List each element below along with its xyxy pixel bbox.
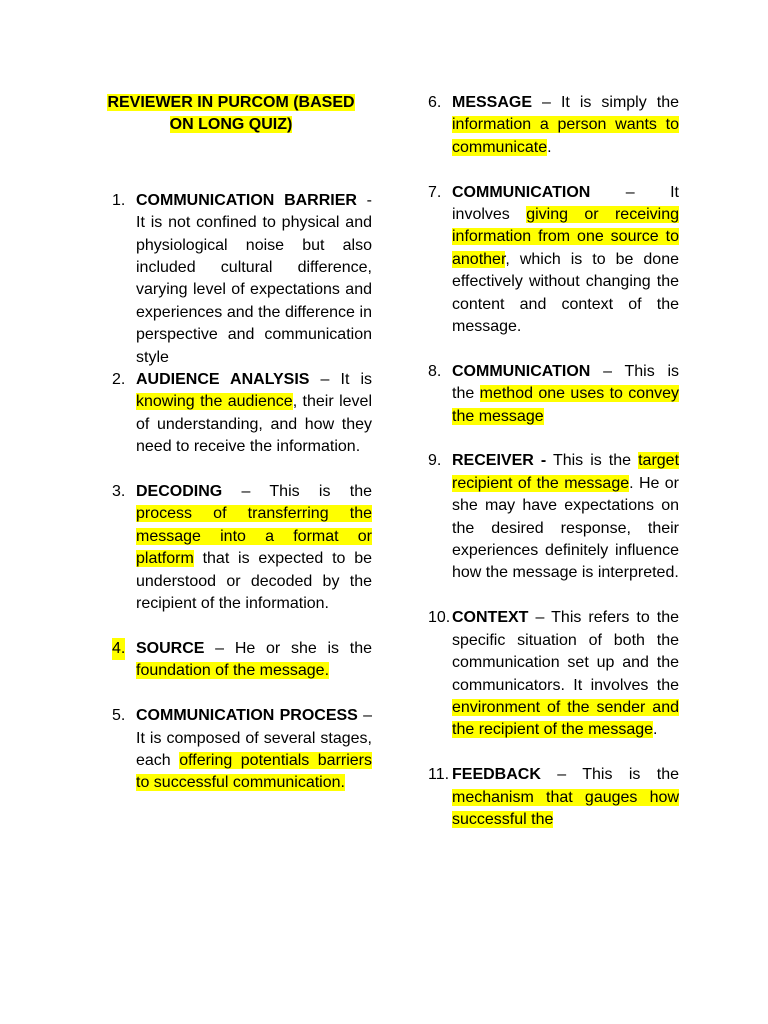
item-separator: –: [528, 609, 552, 627]
item-number: 7.: [428, 183, 442, 201]
item-number: 10.: [428, 609, 451, 627]
item-number: 8.: [428, 362, 442, 380]
item-term: MESSAGE: [452, 94, 533, 111]
item-separator: –: [532, 94, 561, 111]
list-item: [423, 92, 679, 159]
title-line-2: ON LONG QUIZ): [169, 116, 293, 134]
title-line-1: REVIEWER IN PURCOM (BASED: [107, 94, 355, 111]
item-separator: –: [222, 483, 270, 501]
item-text: It is simply the: [560, 94, 679, 111]
list-item: [423, 182, 679, 339]
item-separator: –: [204, 639, 235, 657]
item-text: He or she is the: [234, 639, 372, 657]
item-term: FEEDBACK: [452, 766, 541, 784]
item-highlight: process of transferring the message into a format or platform: [136, 505, 372, 568]
item-highlight: giving or receiving information from one source to another: [452, 206, 680, 268]
item-number: 5.: [112, 707, 126, 725]
document-title: [90, 92, 372, 137]
list-item: [90, 481, 372, 615]
list-item: [423, 764, 679, 831]
item-text: This is the: [452, 362, 679, 403]
item-separator: –: [590, 183, 671, 201]
item-highlight: information a person wants to communicate: [452, 116, 679, 156]
item-text: This is the: [269, 483, 372, 501]
right-column: [423, 92, 679, 831]
item-text-after: that is expected to be understood or decoded by the recipient of the information.: [136, 550, 372, 613]
item-text: It is not confined to physical and physiological noise but also included cultural difference, varying level of expectations and experiences and the difference in perspective and communication style: [136, 214, 372, 366]
item-number: 1.: [112, 191, 126, 209]
item-text: It is: [340, 371, 373, 389]
item-separator: –: [590, 362, 625, 380]
item-term: COMMUNICATION: [452, 183, 591, 201]
item-term: DECODING: [136, 483, 223, 501]
list-item: [90, 705, 372, 795]
item-term: CONTEXT: [452, 609, 529, 627]
item-highlight: target recipient of the message: [452, 452, 680, 492]
item-separator: –: [357, 707, 372, 725]
item-text-after: .: [547, 138, 552, 156]
item-number: 2.: [112, 371, 126, 389]
item-number: 4.: [112, 638, 125, 660]
item-separator: [546, 452, 553, 469]
item-number: 6.: [428, 94, 442, 111]
item-number: 11.: [428, 766, 450, 784]
list-item: [423, 361, 679, 428]
item-term: COMMUNICATION PROCESS: [136, 707, 358, 725]
item-text: This is the: [582, 766, 679, 784]
item-text-after: .: [653, 721, 658, 739]
item-text: This is the: [552, 452, 639, 470]
list-item: [90, 190, 372, 369]
item-term: AUDIENCE ANALYSIS: [136, 371, 310, 389]
item-text-after: . He or she may have expectations on the desired response, their experiences definitely influence how the message is interpreted.: [452, 474, 680, 582]
item-highlight: mechanism that gauges how successful the: [452, 788, 679, 828]
item-text: It is composed of several stages, each: [136, 729, 372, 769]
list-item: [423, 607, 679, 741]
item-highlight: foundation of the message.: [136, 662, 330, 680]
item-highlight: knowing the audience: [136, 393, 293, 411]
item-separator: –: [309, 371, 341, 389]
item-number: 3.: [112, 483, 126, 501]
item-text-after: , which is to be done effectively without changing the content and context of the message.: [452, 250, 679, 336]
item-text-after: , their level of understanding, and how they need to receive the information.: [136, 393, 372, 456]
list-item: [423, 450, 679, 584]
item-term: COMMUNICATION: [452, 362, 591, 380]
item-separator: –: [540, 766, 583, 784]
item-text: This refers to the specific situation of both the communication set up and the communicators. It involves the: [452, 609, 680, 694]
item-highlight: method one uses to convey the message: [452, 385, 680, 425]
list-item: [90, 369, 372, 459]
item-term: SOURCE: [136, 639, 205, 657]
item-highlight: offering potentials barriers to successful communication.: [136, 751, 373, 792]
item-text: It involves: [452, 183, 679, 224]
item-number: 9.: [428, 452, 442, 470]
item-term: RECEIVER -: [452, 452, 547, 470]
list-item: [90, 638, 372, 683]
left-column: [90, 92, 372, 795]
item-highlight: environment of the sender and the recipient of the message: [452, 698, 679, 739]
item-separator: -: [356, 191, 372, 209]
item-term: COMMUNICATION BARRIER: [136, 191, 357, 209]
